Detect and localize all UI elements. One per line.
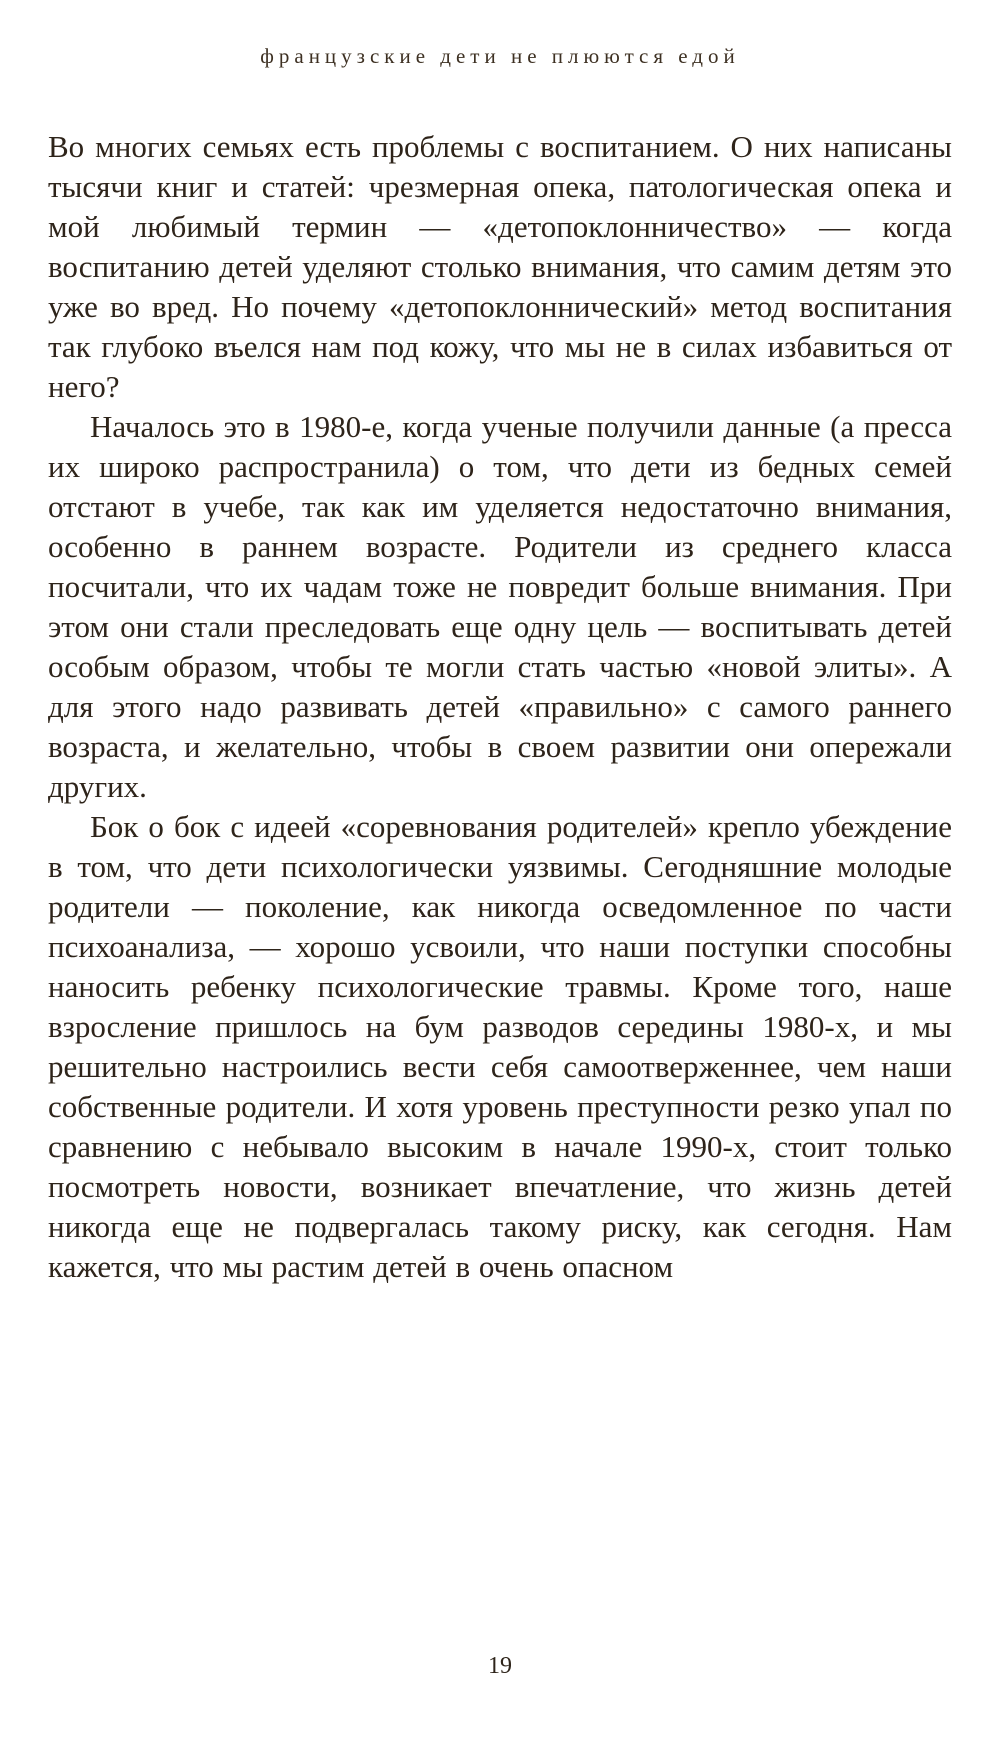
- paragraph: Началось это в 1980-е, когда ученые получили данные (а пресса их широко распространила) о том, что дети из бедных семей отстают в учебе, так как им уделяется недостаточно внимания, особенно в раннем возрасте. Родители из среднего класса посчитали, что их чадам тоже не повредит больше внимания. При этом они стали преследовать еще одну цель — воспитывать детей особым образом, чтобы те могли стать частью «новой элиты». А для этого надо развивать детей «правильно» с самого раннего возраста, и желательно, чтобы в своем развитии они опережали других.: [48, 409, 952, 804]
- page-body: [48, 127, 952, 1287]
- paragraph: Бок о бок с идеей «соревнования родителей» крепло убеждение в том, что дети психологически уязвимы. Сегодняшние молодые родители — поколение, как никогда осведомленное по части психоанализа, — хорошо усвоили, что наши поступки способны наносить ребенку психологические травмы. Кроме того, наше взросление пришлось на бум разводов середины 1980-х, и мы решительно настроились вести себя самоотверженнее, чем наши собственные родители. И хотя уровень преступности резко упал по сравнению с небывало высоким в начале 1990-х, стоит только посмотреть новости, возникает впечатление, что жизнь детей никогда еще не подвергалась такому риску, как сегодня. Нам кажется, что мы растим детей в очень опасном: [48, 809, 952, 1284]
- running-head: французские дети не плюются едой: [260, 44, 740, 68]
- page-number: 19: [488, 1653, 512, 1679]
- paragraph: Во многих семьях есть проблемы с воспитанием. О них написаны тысячи книг и статей: чрезмерная опека, патологическая опека и мой любимый термин — «детопоклонничество» — когда воспитанию детей уделяют столько внимания, что самим детям это уже во вред. Но почему «детопоклоннический» метод воспитания так глубоко въелся нам под кожу, что мы не в силах избавиться от него?: [48, 129, 952, 404]
